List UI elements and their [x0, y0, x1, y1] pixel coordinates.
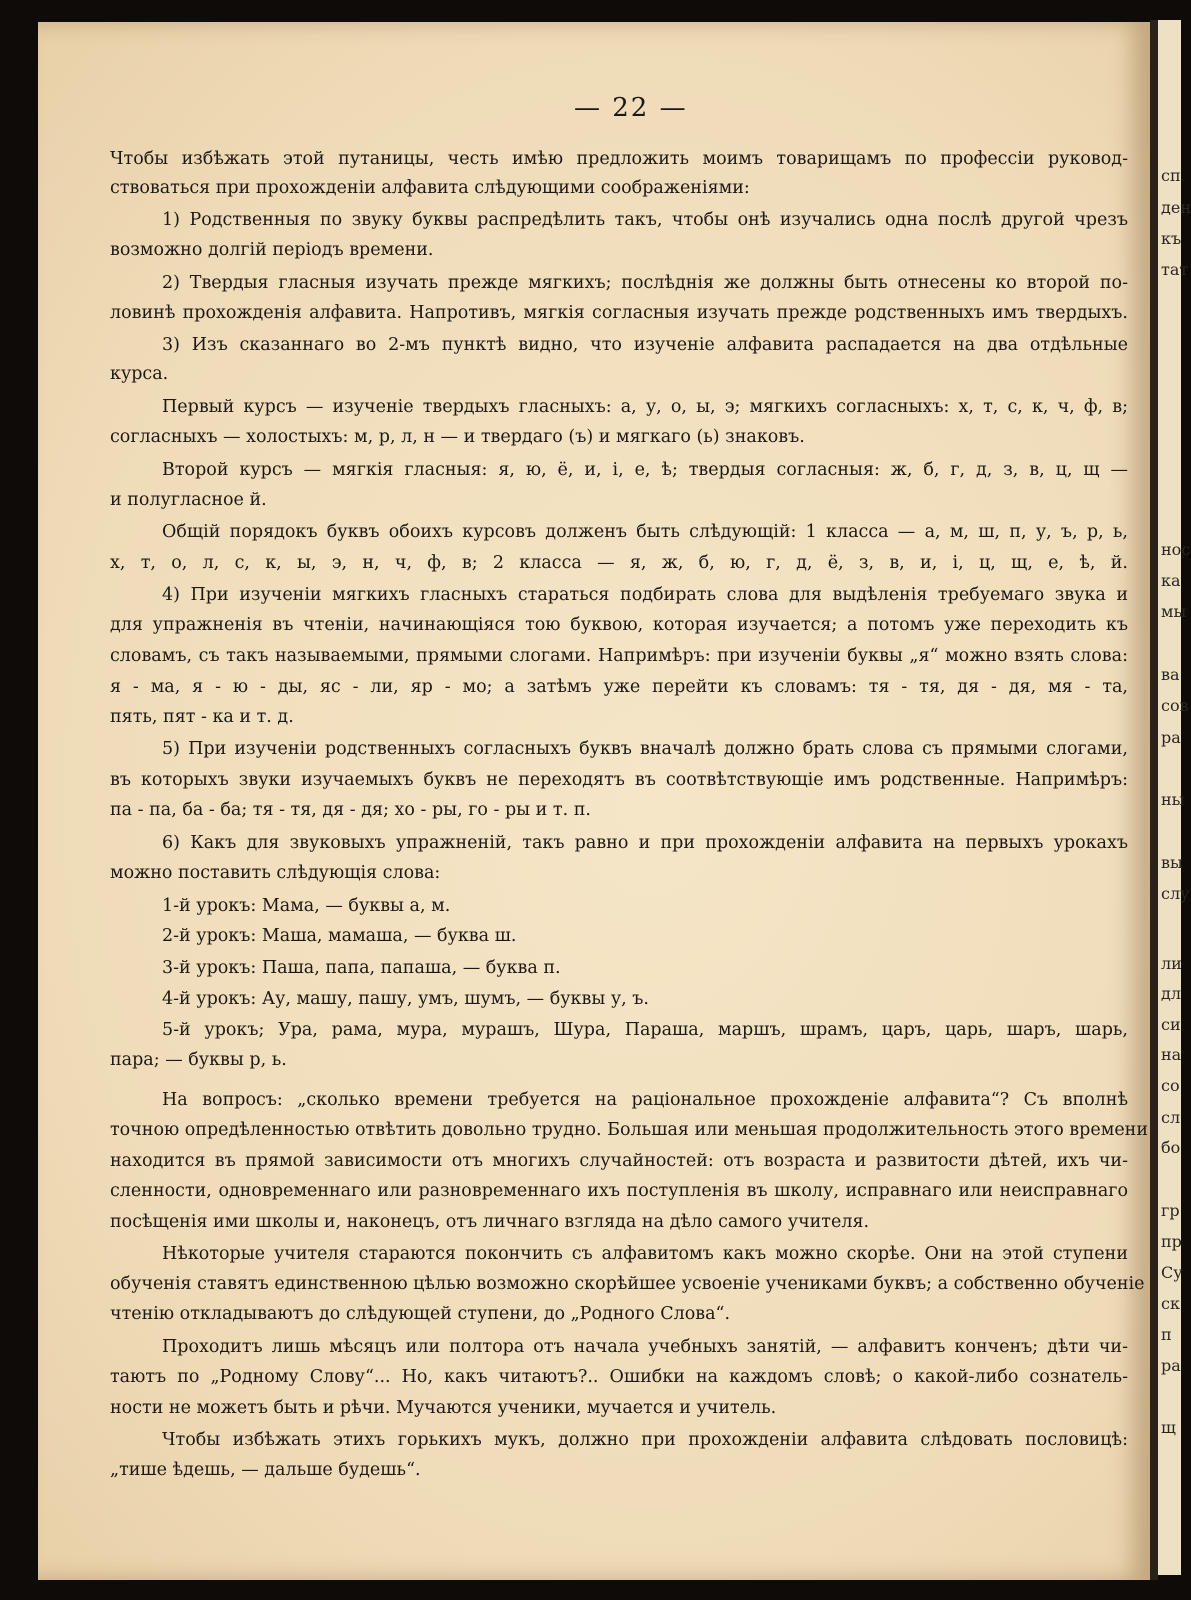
adjacent-page-text: ра	[1161, 1356, 1181, 1375]
adjacent-page-text: ден	[1161, 198, 1191, 217]
adjacent-page-text: п	[1161, 1325, 1172, 1344]
adjacent-page-text: бо	[1161, 1138, 1181, 1157]
text-line: ствоваться при прохожденіи алфавита слѣдующими соображеніями:	[110, 178, 750, 198]
book-gutter	[1150, 20, 1158, 1580]
adjacent-page-text: ли	[1161, 954, 1182, 973]
text-line: 5) При изученіи родственныхъ согласныхъ буквъ вначалѣ должно брать слова съ прямыми слогами,	[162, 739, 1128, 759]
text-line: 5-й урокъ; Ура, рама, мура, мурашъ, Шура, Параша, маршъ, шрамъ, царъ, царь, шаръ, шарь,	[162, 1020, 1128, 1040]
text-line: посѣщенія ими школы и, наконецъ, отъ личнаго взгляда на дѣло самого учителя.	[110, 1212, 870, 1232]
text-line: курса.	[110, 364, 169, 384]
adjacent-page-text: Су	[1161, 1263, 1183, 1282]
text-line: 4-й урокъ: Ау, машу, пашу, умъ, шумъ, — буквы у, ъ.	[162, 989, 649, 1009]
adjacent-page-text: сов	[1161, 696, 1189, 715]
text-line: и полугласное й.	[110, 490, 267, 510]
adjacent-page-text: дл	[1161, 984, 1182, 1003]
adjacent-page-text: со	[1161, 1076, 1180, 1095]
adjacent-page-text: къ	[1161, 229, 1182, 248]
text-line: Чтобы избѣжать этой путаницы, честь имѣю предложить моимъ товарищамъ по профессіи руковод-	[110, 149, 1128, 169]
adjacent-page-text: мы	[1161, 602, 1187, 621]
adjacent-page-text: гр	[1161, 1201, 1180, 1220]
text-line: 1-й урокъ: Мама, — буквы а, м.	[162, 896, 451, 916]
adjacent-page-text: сп	[1161, 166, 1181, 185]
adjacent-page-text: на	[1161, 1045, 1182, 1064]
text-line: обученія ставятъ единственною цѣлью возможно скорѣйшее усвоеніе учениками буквъ; а собственно обученіе	[110, 1274, 1145, 1294]
text-line: точною опредѣленностью отвѣтить довольно трудно. Большая или меньшая продолжительность этого времени	[110, 1120, 1149, 1140]
adjacent-page-text: ка	[1161, 571, 1181, 590]
text-line: Первый курсъ — изученіе твердыхъ гласныхъ: а, у, о, ы, э; мягкихъ согласныхъ: х, т, с, к, ч, ф, в;	[162, 397, 1128, 417]
text-line: Общій порядокъ буквъ обоихъ курсовъ долженъ быть слѣдующій: 1 класса — а, м, ш, п, у, ъ, р, ь,	[162, 522, 1128, 542]
text-line: 2) Твердыя гласныя изучать прежде мягкихъ; послѣднія же должны быть отнесены ко второй по-	[162, 273, 1128, 293]
text-line: „тише ѣдешь, — дальше будешь“.	[110, 1460, 421, 1480]
text-line: находится въ прямой зависимости отъ многихъ случайностей: отъ возраста и развитости дѣтей, ихъ чи-	[110, 1151, 1128, 1171]
text-line: ности не можетъ быть и рѣчи. Мучаются ученики, мучается и учитель.	[110, 1398, 777, 1418]
text-line: 3) Изъ сказаннаго во 2-мъ пунктѣ видно, что изученіе алфавита распадается на два отдѣльные	[162, 335, 1128, 355]
text-line: возможно долгій періодъ времени.	[110, 240, 434, 260]
text-line: 6) Какъ для звуковыхъ упражненій, такъ равно и при прохожденіи алфавита на первыхъ урокахъ	[162, 833, 1128, 853]
adjacent-page-text: нос	[1161, 540, 1191, 559]
adjacent-page-text: ны	[1161, 790, 1185, 809]
text-line: можно поставить слѣдующія слова:	[110, 863, 441, 883]
text-line: Проходитъ лишь мѣсяцъ или полтора отъ начала учебныхъ занятій, — алфавитъ конченъ; дѣти чи-	[162, 1337, 1128, 1357]
text-line: пять, пят - ка и т. д.	[110, 707, 294, 727]
adjacent-page-text: ва	[1161, 665, 1180, 684]
text-line: пара; — буквы р, ь.	[110, 1050, 287, 1070]
text-line: я - ма, я - ю - ды, яс - ли, яр - мо; а затѣмъ уже перейти къ словамъ: тя - тя, дя - дя, мя - та,	[110, 677, 1128, 697]
adjacent-page-text: ск	[1161, 1294, 1180, 1313]
adjacent-page-text: сл	[1161, 1108, 1181, 1127]
text-line: таютъ по „Родному Слову“... Но, какъ читаютъ?.. Ошибки на каждомъ словѣ; о какой-либо сознатель-	[110, 1367, 1128, 1387]
text-line: 1) Родственныя по звуку буквы распредѣлить такъ, чтобы онѣ изучались одна послѣ другой чрезъ	[162, 210, 1128, 230]
text-line: въ которыхъ звуки изучаемыхъ буквъ не переходятъ въ соотвѣтствующіе имъ родственные. Напримѣръ:	[110, 770, 1128, 790]
page-number: — 22 —	[574, 93, 688, 123]
adjacent-page-text: ра	[1161, 728, 1181, 747]
text-line: Второй курсъ — мягкія гласныя: я, ю, ё, и, і, е, ѣ; твердыя согласныя: ж, б, г, д, з, в, ц, щ —	[162, 460, 1128, 480]
adjacent-page-text: щ	[1161, 1418, 1176, 1437]
text-line: Нѣкоторые учителя стараются покончить съ алфавитомъ какъ можно скорѣе. Они на этой ступени	[162, 1244, 1128, 1264]
adjacent-page-text: пр	[1161, 1232, 1182, 1251]
text-line: для упражненія въ чтеніи, начинающіяся тою буквою, которая изучается; а потомъ уже переходить къ	[110, 615, 1128, 635]
text-line: чтенію откладываютъ до слѣдующей ступени, до „Родного Слова“.	[110, 1304, 731, 1324]
text-line: 3-й урокъ: Паша, папа, папаша, — буква п.	[162, 958, 561, 978]
adjacent-page-text: слу	[1161, 884, 1190, 903]
adjacent-page-text: вы	[1161, 853, 1183, 872]
text-line: сленности, одновременнаго или разновременнаго ихъ поступленія въ школу, исправнаго или неисправнаго	[110, 1181, 1128, 1201]
text-line: ловинѣ прохожденія алфавита. Напротивъ, мягкія согласныя изучать прежде родственныхъ имъ твердыхъ.	[110, 303, 1128, 323]
text-line: словамъ, съ такъ называемыми, прямыми слогами. Напримѣръ: при изученіи буквы „я“ можно взять слова:	[110, 646, 1128, 666]
text-line: На вопросъ: „сколько времени требуется на раціональное прохожденіе алфавита“? Съ вполнѣ	[162, 1090, 1128, 1110]
text-line: согласныхъ — холостыхъ: м, р, л, н — и твердаго (ъ) и мягкаго (ь) знаковъ.	[110, 427, 805, 447]
text-line: 2-й урокъ: Маша, мамаша, — буква ш.	[162, 926, 517, 946]
adjacent-page-text: тат	[1161, 260, 1189, 279]
text-line: 4) При изученіи мягкихъ гласныхъ стараться подбирать слова для выдѣленія требуемаго звука и	[162, 585, 1128, 605]
text-line: па - па, ба - ба; тя - тя, дя - дя; хо - ры, го - ры и т. п.	[110, 800, 591, 820]
adjacent-page-text: си	[1161, 1015, 1181, 1034]
text-line: Чтобы избѣжать этихъ горькихъ мукъ, должно при прохожденіи алфавита слѣдовать пословицѣ:	[162, 1430, 1128, 1450]
text-line: х, т, о, л, с, к, ы, э, н, ч, ф, в; 2 класса — я, ж, б, ю, г, д, ё, з, в, и, і, ц, щ, е, ѣ, й.	[110, 553, 1128, 573]
